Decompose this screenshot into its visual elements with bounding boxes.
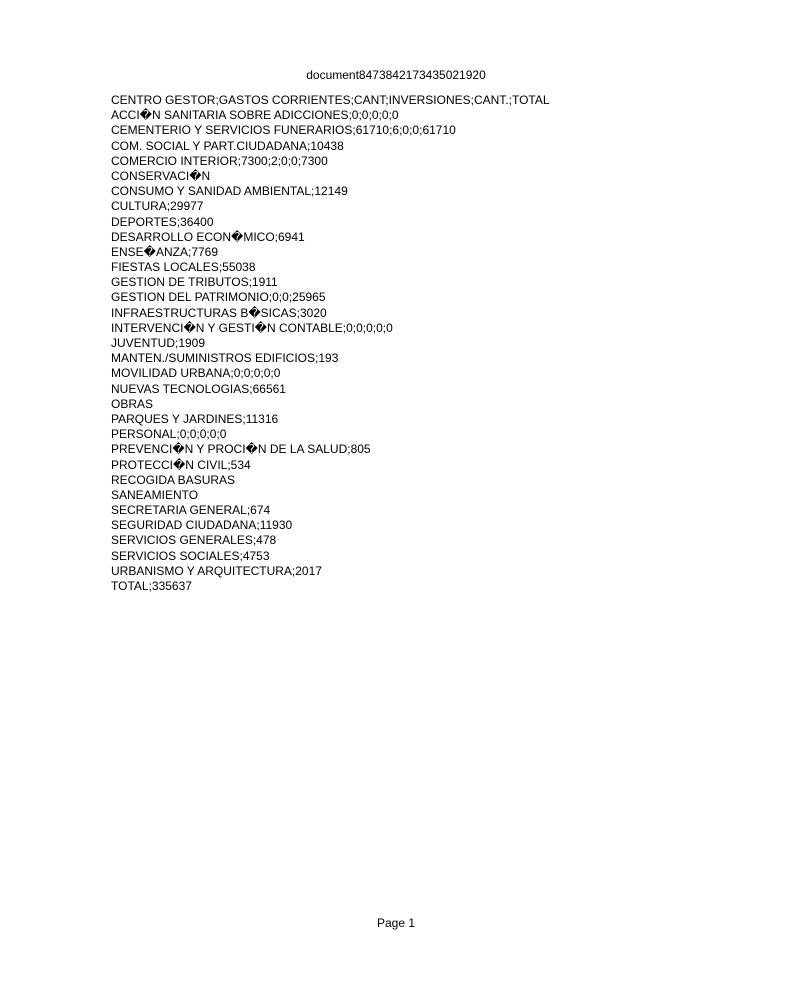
csv-line: INTERVENCI�N Y GESTI�N CONTABLE;0;0;0;0;0 [111,320,393,335]
csv-line: URBANISMO Y ARQUITECTURA;2017 [111,563,322,578]
page-number: Page 1 [376,916,416,930]
csv-line: GESTION DE TRIBUTOS;1911 [111,275,278,290]
csv-line: NUEVAS TECNOLOGIAS;66561 [111,381,286,396]
csv-line: JUVENTUD;1909 [111,336,206,350]
csv-line: CONSERVACI�N [111,168,211,183]
csv-line: ENSE�ANZA;7769 [111,244,219,259]
csv-line: OBRAS [111,396,154,411]
csv-line: FIESTAS LOCALES;55038 [111,260,256,275]
csv-line: GESTION DEL PATRIMONIO;0;0;25965 [111,290,326,305]
csv-line: DESARROLLO ECON�MICO;6941 [111,229,305,244]
csv-line: ACCI�N SANITARIA SOBRE ADICCIONES;0;0;0;0;0 [111,108,399,123]
csv-line: MANTEN./SUMINISTROS EDIFICIOS;193 [111,351,339,366]
csv-line: PREVENCI�N Y PROCI�N DE LA SALUD;805 [111,442,371,457]
csv-line: CENTRO GESTOR;GASTOS CORRIENTES;CANT;INVERSIONES;CANT.;TOTAL [111,93,550,107]
csv-line: COMERCIO INTERIOR;7300;2;0;0;7300 [111,153,328,168]
csv-line: CEMENTERIO Y SERVICIOS FUNERARIOS;61710;6;0;0;61710 [111,123,456,138]
csv-line: COM. SOCIAL Y PART.CIUDADANA;10438 [111,138,344,153]
csv-line: RECOGIDA BASURAS [111,472,236,487]
csv-line: TOTAL;335637 [111,579,192,593]
csv-line: CULTURA;29977 [111,199,204,214]
csv-line: PERSONAL;0;0;0;0;0 [111,427,227,442]
csv-line: SECRETARIA GENERAL;674 [111,503,271,518]
csv-line: SEGURIDAD CIUDADANA;11930 [111,518,293,533]
csv-line: SANEAMIENTO [111,487,199,502]
csv-line: PARQUES Y JARDINES;11316 [111,411,279,426]
csv-line: SERVICIOS SOCIALES;4753 [111,548,270,563]
csv-line: INFRAESTRUCTURAS B�SICAS;3020 [111,305,327,320]
csv-line: CONSUMO Y SANIDAD AMBIENTAL;12149 [111,184,348,199]
csv-line: DEPORTES;36400 [111,214,214,229]
document-title: document8473842173435021920 [306,68,486,82]
csv-line: PROTECCI�N CIVIL;534 [111,457,251,472]
csv-text-body [111,93,550,594]
csv-line: MOVILIDAD URBANA;0;0;0;0;0 [111,366,281,381]
csv-line: SERVICIOS GENERALES;478 [111,533,277,548]
